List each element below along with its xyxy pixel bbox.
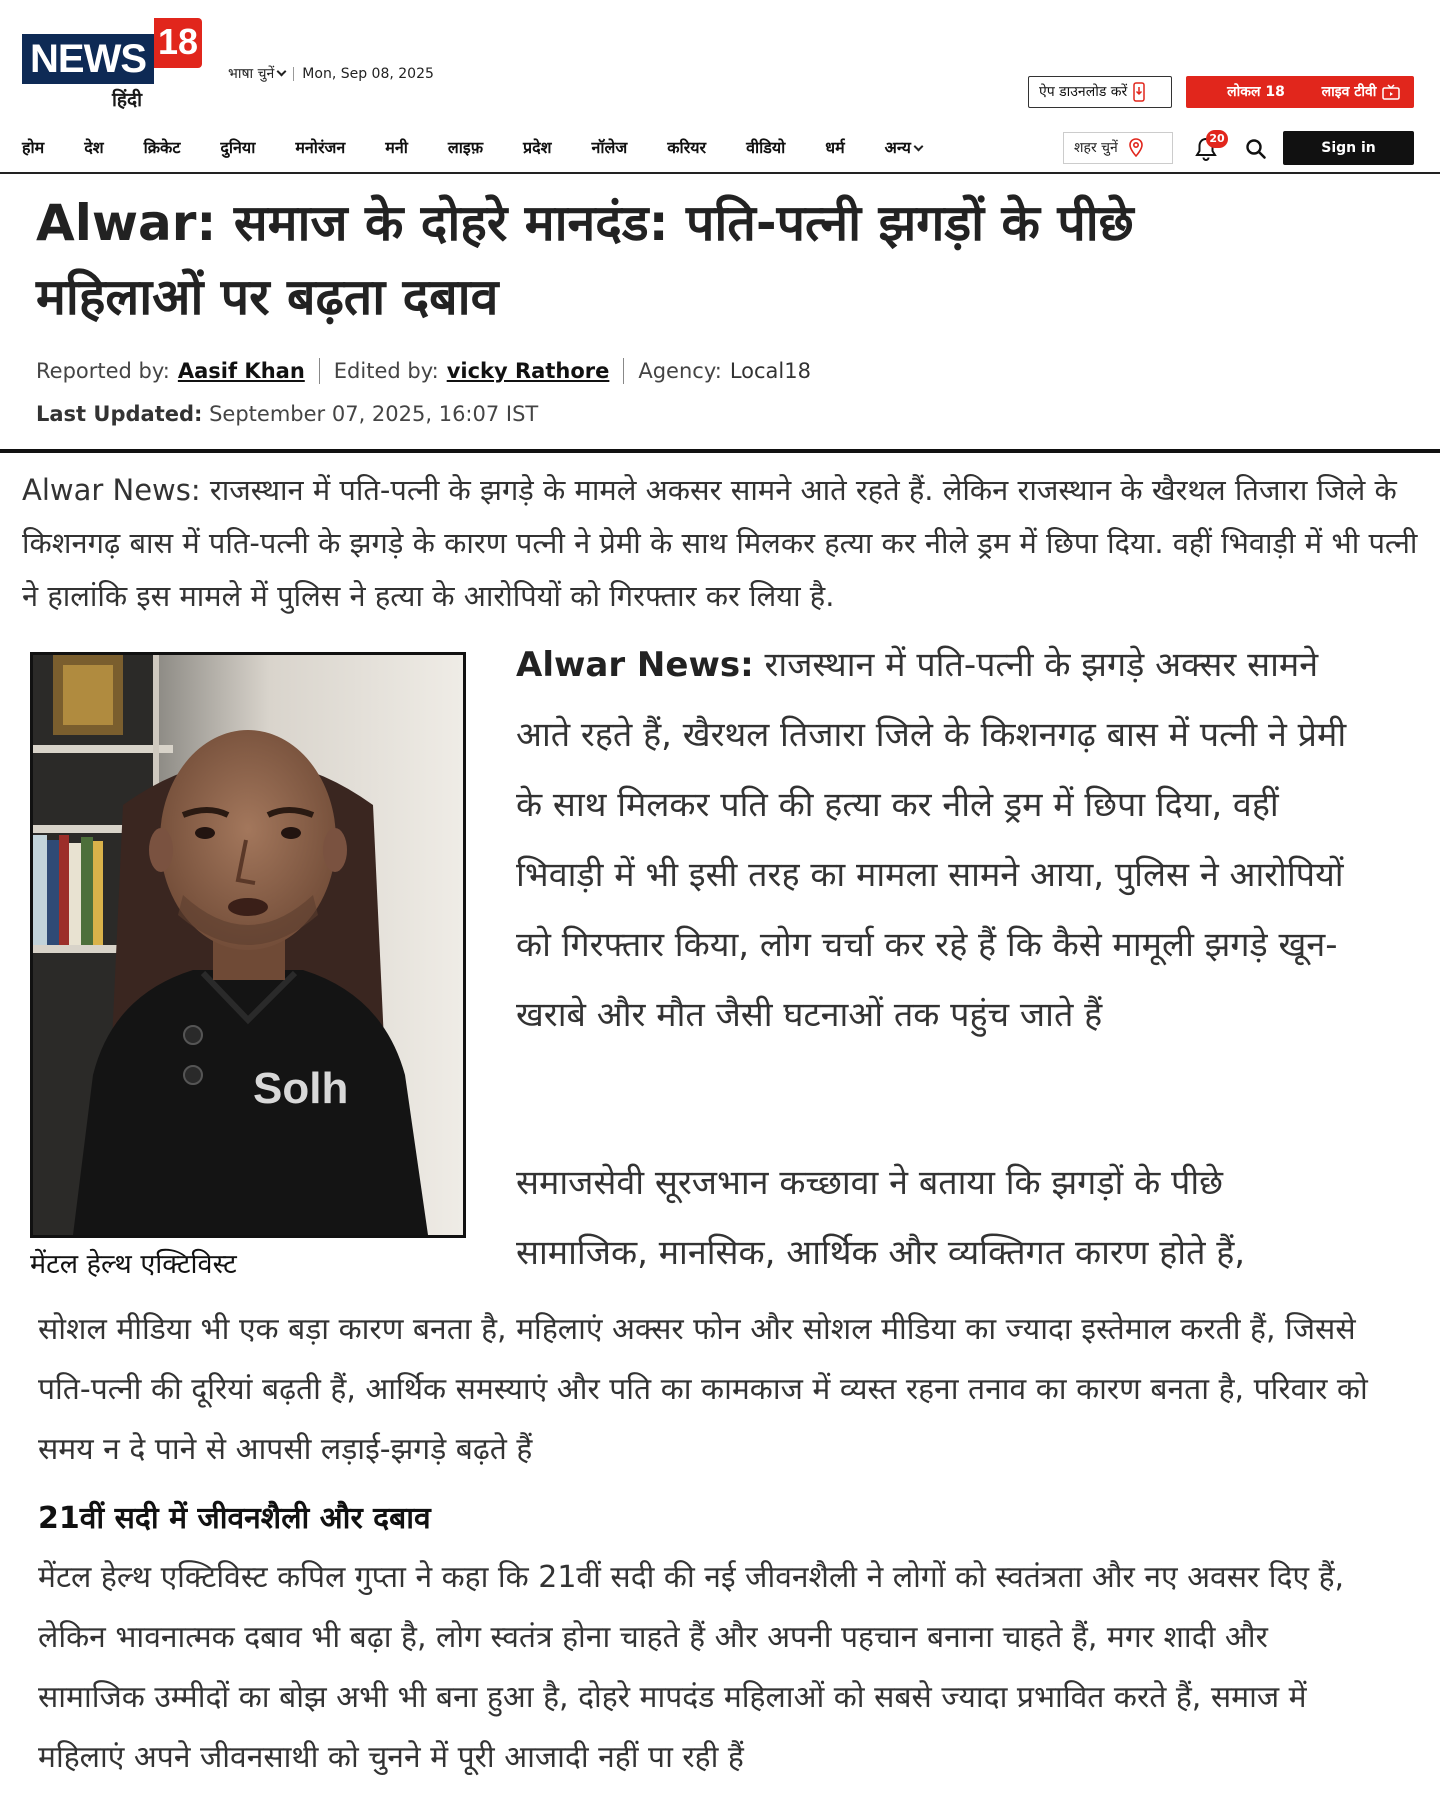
agency-value: Local18 bbox=[729, 359, 811, 383]
chevron-down-icon bbox=[913, 142, 923, 152]
phone-download-icon bbox=[1133, 82, 1145, 102]
last-updated: Last Updated: September 07, 2025, 16:07 IST bbox=[36, 402, 539, 426]
article-divider bbox=[0, 449, 1440, 453]
image-caption: मेंटल हेल्थ एक्टिविस्ट bbox=[30, 1249, 237, 1280]
agency-label: Agency: bbox=[638, 359, 722, 383]
location-pin-icon bbox=[1128, 138, 1144, 158]
top-meta bbox=[228, 64, 434, 83]
news18-logo[interactable] bbox=[22, 18, 204, 111]
nav-item-cricket[interactable]: क्रिकेट bbox=[143, 138, 181, 157]
site-header bbox=[0, 0, 1440, 172]
editor-link[interactable]: vicky Rathore bbox=[446, 359, 610, 383]
nav-item-more[interactable]: अन्य bbox=[885, 136, 922, 160]
divider bbox=[623, 358, 624, 384]
body-paragraph: Alwar News: राजस्थान में पति-पत्नी के झगड़े अक्सर सामने आते रहते हैं, खैरथल तिजारा जिले के किशनगढ़ बास में पत्नी ने प्रेमी के साथ मिलकर पति की हत्या कर नीले ड्रम में छिपा दिया, वहीं भिवाड़ी में भी इसी तरह का मामला सामने आया, पुलिस ने आरोपियों को गिरफ्तार किया, लोग चर्चा कर रहे हैं कि कैसे मामूली झगड़े खून-खराबे और मौत जैसी घटनाओं तक पहुंच जाते हैं bbox=[516, 645, 1347, 1035]
main-nav bbox=[22, 136, 922, 160]
section-subheading: 21वीं सदी में जीवनशैली और दबाव bbox=[38, 1501, 431, 1536]
logo-subtitle: हिंदी bbox=[111, 89, 142, 111]
chevron-down-icon bbox=[277, 67, 287, 77]
article-headline: Alwar: समाज के दोहरे मानदंड: पति-पत्नी झगड़ों के पीछे महिलाओं पर बढ़ता दबाव bbox=[36, 194, 1134, 326]
nav-item-home[interactable]: होम bbox=[22, 138, 45, 157]
city-select[interactable]: शहर चुनें bbox=[1063, 132, 1173, 164]
live-tv-button[interactable]: लाइव टीवी bbox=[1308, 76, 1414, 108]
nav-item-knowledge[interactable]: नॉलेज bbox=[591, 138, 628, 157]
body-paragraph: समाजसेवी सूरजभान कच्छावा ने बताया कि झगड़ों के पीछे सामाजिक, मानसिक, आर्थिक और व्यक्तिगत कारण होते हैं, bbox=[516, 1163, 1246, 1273]
paragraph-lead: Alwar News: bbox=[516, 645, 754, 685]
edited-label: Edited by: bbox=[333, 359, 439, 383]
nav-item-money[interactable]: मनी bbox=[385, 138, 408, 157]
article-image[interactable] bbox=[30, 652, 466, 1238]
article-summary: Alwar News: राजस्थान में पति-पत्नी के झगड़े के मामले अकसर सामने आते रहते हैं. लेकिन राजस्थान के खैरथल तिजारा जिले के किशनगढ़ बास में पति-पत्नी के झगड़े के कारण पत्नी ने प्रेमी के साथ मिलकर हत्या कर नीले ड्रम में छिपा दिया. वहीं भिवाड़ी में भी पत्नी ने हालांकि इस मामले में पुलिस ने हत्या के आरोपियों को गिरफ्तार कर लिया है. bbox=[22, 473, 1418, 613]
nav-item-pradesh[interactable]: प्रदेश bbox=[523, 138, 552, 157]
body-paragraph: मेंटल हेल्थ एक्टिविस्ट कपिल गुप्ता ने कहा कि 21वीं सदी की नई जीवनशैली ने लोगों को स्वतंत्रता और नए अवसर दिए हैं, लेकिन भावनात्मक दबाव भी बढ़ा है, लोग स्वतंत्र होना चाहते हैं और अपनी पहचान बनाना चाहते हैं, मगर शादी और सामाजिक उम्मीदों का बोझ अभी भी बना हुआ है, दोहरे मापदंड महिलाओं को सबसे ज्यादा प्रभावित करते हैं, समाज में महिलाएं अपने जीवनसाथी को चुनने में पूरी आजादी नहीं पा रही हैं bbox=[38, 1560, 1345, 1775]
language-select[interactable]: भाषा चुनें bbox=[228, 64, 285, 83]
nav-item-desh[interactable]: देश bbox=[84, 138, 104, 157]
sign-in-button[interactable]: Sign in bbox=[1283, 131, 1414, 165]
shirt-logo: Solh bbox=[253, 1064, 349, 1113]
header-divider bbox=[0, 172, 1440, 174]
header-date: Mon, Sep 08, 2025 bbox=[302, 65, 434, 82]
search-icon[interactable] bbox=[1244, 137, 1268, 161]
updated-timestamp: September 07, 2025, 16:07 IST bbox=[209, 402, 539, 426]
nav-item-dharm[interactable]: धर्म bbox=[825, 138, 845, 157]
notification-badge: 20 bbox=[1206, 130, 1228, 148]
nav-item-career[interactable]: करियर bbox=[667, 138, 707, 157]
nav-item-manoranjan[interactable]: मनोरंजन bbox=[295, 138, 346, 157]
logo-number: 18 bbox=[154, 18, 202, 68]
person-photo bbox=[33, 655, 463, 1235]
nav-item-video[interactable]: वीडियो bbox=[746, 138, 786, 157]
logo-wordmark: NEWS bbox=[22, 34, 154, 84]
app-download-button[interactable]: ऐप डाउनलोड करें bbox=[1028, 76, 1172, 108]
local18-button[interactable]: लोकल 18 bbox=[1186, 76, 1326, 108]
body-paragraph: सोशल मीडिया भी एक बड़ा कारण बनता है, महिलाएं अक्सर फोन और सोशल मीडिया का ज्यादा इस्तेमाल करती हैं, जिससे पति-पत्नी की दूरियां बढ़ती हैं, आर्थिक समस्याएं और पति का कामकाज में व्यस्त रहना तनाव का कारण बनता है, परिवार को समय न दे पाने से आपसी लड़ाई-झगड़े बढ़ते हैं bbox=[38, 1312, 1368, 1467]
divider bbox=[293, 67, 294, 81]
nav-item-duniya[interactable]: दुनिया bbox=[220, 138, 256, 157]
reporter-link[interactable]: Aasif Khan bbox=[177, 359, 305, 383]
divider bbox=[319, 358, 320, 384]
nav-item-life[interactable]: लाइफ़ bbox=[447, 138, 484, 157]
reported-label: Reported by: bbox=[36, 359, 170, 383]
tv-icon bbox=[1382, 84, 1400, 100]
byline bbox=[36, 358, 811, 384]
